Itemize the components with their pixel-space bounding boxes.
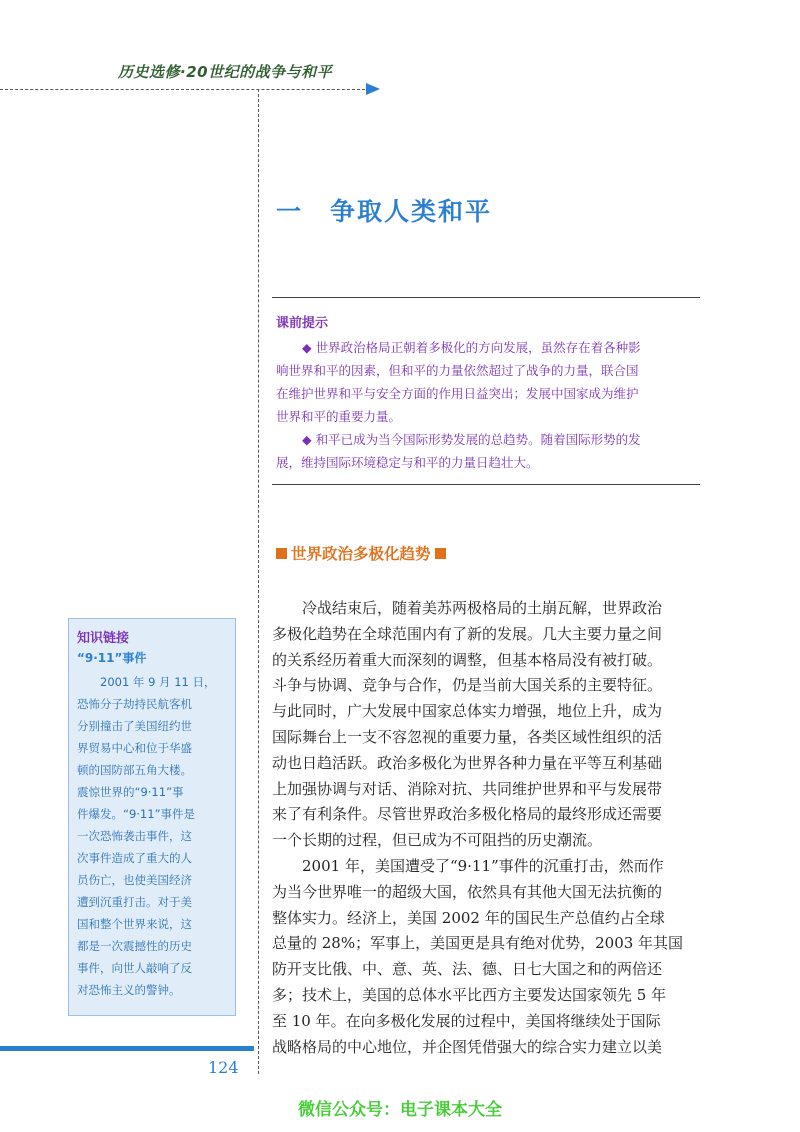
body-line: 整体实力。经济上，美国 2002 年的国民生产总值约占全球 — [272, 908, 665, 927]
body-line: 为当今世界唯一的超级大国，依然具有其他大国无法抗衡的 — [272, 882, 663, 901]
sidebar-line: 员伤亡，也使美国经济 — [77, 873, 192, 887]
body-line: 斗争与协调、竞争与合作，仍是当前大国关系的主要特征。 — [272, 676, 663, 695]
section-heading — [272, 542, 450, 564]
chapter-title: 一 争取人类和平 — [276, 197, 493, 226]
sidebar-line: 对恐怖主义的警钟。 — [77, 983, 181, 997]
pre-class-line: 世界政治格局正朝着多极化的方向发展，虽然存在着各种影 — [315, 340, 641, 355]
body-line: 战略格局的中心地位，并企图凭借强大的综合实力建立以美 — [272, 1037, 663, 1056]
sidebar-line: 顿的国防部五角大楼。 — [77, 763, 192, 777]
body-line: 的关系经历着重大而深刻的调整，但基本格局没有被打破。 — [272, 650, 663, 669]
footer-bar — [0, 1046, 254, 1051]
header-divider — [0, 89, 370, 90]
pre-class-heading: 课前提示 — [276, 316, 329, 331]
body-line: 2001 年，美国遭受了“9·11”事件的沉重打击，然而作 — [272, 856, 664, 875]
pre-class-line: 展，维持国际环境稳定与和平的力量日趋壮大。 — [276, 455, 539, 470]
body-line: 多极化趋势在全球范围内有了新的发展。几大主要力量之间 — [272, 624, 663, 643]
sidebar-line: 界贸易中心和位于华盛 — [77, 741, 192, 755]
diamond-bullet-icon: ◆ — [302, 340, 312, 355]
sidebar-line: 件爆发。“9·11”事件是 — [77, 807, 196, 821]
sidebar-line: 国和整个世界来说，这 — [77, 917, 192, 931]
pre-class-paragraph-2 — [276, 428, 641, 474]
pre-class-paragraph-1 — [276, 336, 641, 428]
sidebar-line: 2001 年 9 月 11 日， — [77, 675, 216, 689]
pre-class-line: 响世界和平的因素，但和平的力量依然超过了战争的力量，联合国 — [276, 363, 639, 378]
body-line: 至 10 年。在向多极化发展的过程中，美国将继续处于国际 — [272, 1011, 661, 1030]
body-line: 多；技术上，美国的总体水平比西方主要发达国家领先 5 年 — [272, 985, 667, 1004]
sidebar-line: 事件，向世人敲响了反 — [77, 961, 192, 975]
pre-class-line: 世界和平的重要力量。 — [276, 409, 402, 424]
body-line: 来了有利条件。尽管世界政治多极化格局的最终形成还需要 — [272, 805, 663, 824]
section-heading-text: 世界政治多极化趋势 — [291, 545, 431, 563]
body-line: 总量的 28%；军事上，美国更是具有绝对优势，2003 年其国 — [272, 934, 684, 953]
square-bullet-icon — [276, 548, 287, 559]
diamond-bullet-icon: ◆ — [302, 432, 312, 447]
body-line: 国际舞台上一支不容忽视的重要力量，各类区域性组织的活 — [272, 727, 663, 746]
body-line: 与此同时，广大发展中国家总体实力增强，地位上升，成为 — [272, 702, 663, 721]
sidebar-subheading: “9·11”事件 — [77, 651, 147, 665]
sidebar-line: 恐怖分子劫持民航客机 — [77, 697, 192, 711]
arrow-icon — [366, 83, 380, 95]
sidebar-line: 震惊世界的“9·11”事 — [77, 785, 184, 799]
body-line: 动也日趋活跃。政治多极化为世界各种力量在平等互利基础 — [272, 753, 663, 772]
body-text — [272, 596, 702, 1060]
square-bullet-icon — [435, 548, 446, 559]
column-divider — [258, 89, 259, 1074]
sidebar-line: 分别撞击了美国纽约世 — [77, 719, 192, 733]
body-line: 冷战结束后，随着美苏两极格局的土崩瓦解，世界政治 — [272, 599, 663, 617]
body-line: 上加强协调与对话、消除对抗、共同维护世界和平与发展带 — [272, 779, 663, 798]
running-header: 历史选修·20世纪的战争与和平 — [118, 63, 333, 81]
sidebar-line: 次事件造成了重大的人 — [77, 851, 192, 865]
body-line: 一个长期的过程，但已成为不可阻挡的历史潮流。 — [272, 831, 603, 850]
page-number: 124 — [208, 1058, 239, 1077]
knowledge-link-sidebar — [68, 618, 236, 1016]
pre-class-line: 和平已成为当今国际形势发展的总趋势。随着国际形势的发 — [315, 432, 641, 447]
watermark: 微信公众号：电子课本大全 — [298, 1100, 502, 1120]
pre-class-box — [272, 297, 700, 485]
body-line: 防开支比俄、中、意、英、法、德、日七大国之和的两倍还 — [272, 960, 663, 979]
sidebar-line: 都是一次震撼性的历史 — [77, 939, 192, 953]
sidebar-text — [77, 671, 216, 1001]
pre-class-line: 在维护世界和平与安全方面的作用日益突出；发展中国家成为维护 — [276, 386, 639, 401]
sidebar-line: 一次恐怖袭击事件，这 — [77, 829, 192, 843]
sidebar-heading: 知识链接 — [77, 631, 130, 646]
sidebar-line: 遭到沉重打击。对于美 — [77, 895, 192, 909]
